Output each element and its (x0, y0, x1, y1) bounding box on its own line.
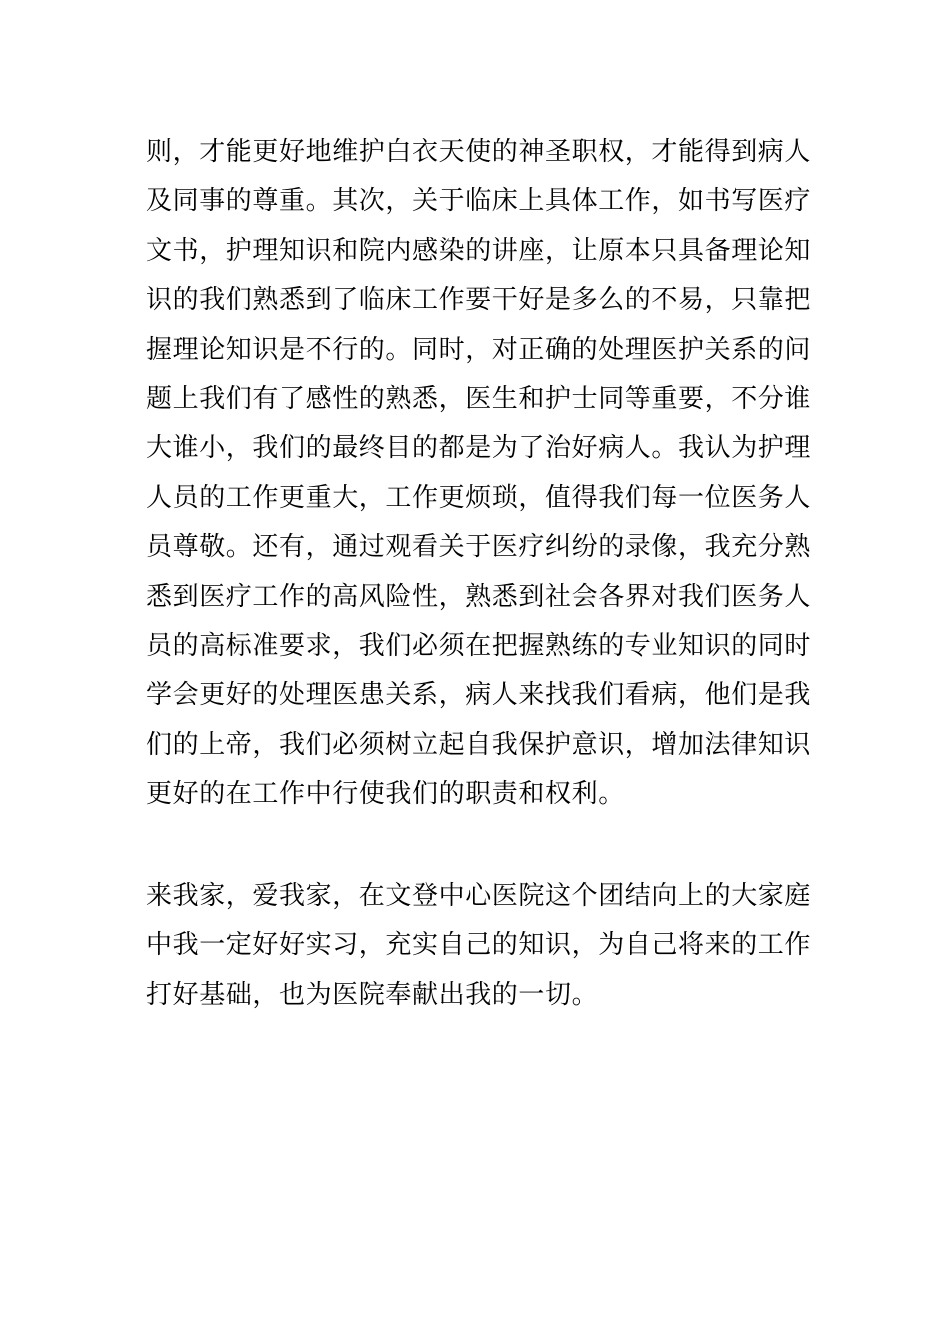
text-line: 文书，护理知识和院内感染的讲座，让原本只具备理论知 (146, 235, 812, 266)
closing-paragraph (146, 872, 812, 1020)
text-line: 大谁小，我们的最终目的都是为了治好病人。我认为护理 (146, 433, 812, 464)
text-line: 来我家，爱我家，在文登中心医院这个团结向上的大家庭 (146, 881, 812, 911)
text-line: 们的上帝，我们必须树立起自我保护意识，增加法律知识 (146, 729, 812, 760)
text-line: 悉到医疗工作的高风险性，熟悉到社会各界对我们医务人 (146, 581, 812, 612)
text-line: 及同事的尊重。其次，关于临床上具体工作，如书写医疗 (146, 186, 812, 217)
text-line: 则，才能更好地维护白衣天使的神圣职权，才能得到病人 (146, 137, 812, 167)
text-line: 员尊敬。还有，通过观看关于医疗纠纷的录像，我充分熟 (146, 532, 812, 563)
body-paragraph (146, 128, 812, 819)
text-line: 更好的在工作中行使我们的职责和权利。 (146, 779, 625, 810)
text-line: 打好基础，也为医院奉献出我的一切。 (146, 979, 599, 1010)
text-line: 握理论知识是不行的。同时，对正确的处理医护关系的问 (146, 334, 812, 365)
text-line: 识的我们熟悉到了临床工作要干好是多么的不易，只靠把 (146, 285, 812, 316)
text-line: 人员的工作更重大，工作更烦琐，值得我们每一位医务人 (146, 482, 812, 513)
text-line: 中我一定好好实习，充实自己的知识，为自己将来的工作 (146, 930, 812, 961)
text-line: 学会更好的处理医患关系，病人来找我们看病，他们是我 (146, 680, 812, 711)
text-line: 员的高标准要求，我们必须在把握熟练的专业知识的同时 (146, 630, 812, 661)
text-line: 题上我们有了感性的熟悉，医生和护士同等重要，不分谁 (146, 383, 812, 414)
